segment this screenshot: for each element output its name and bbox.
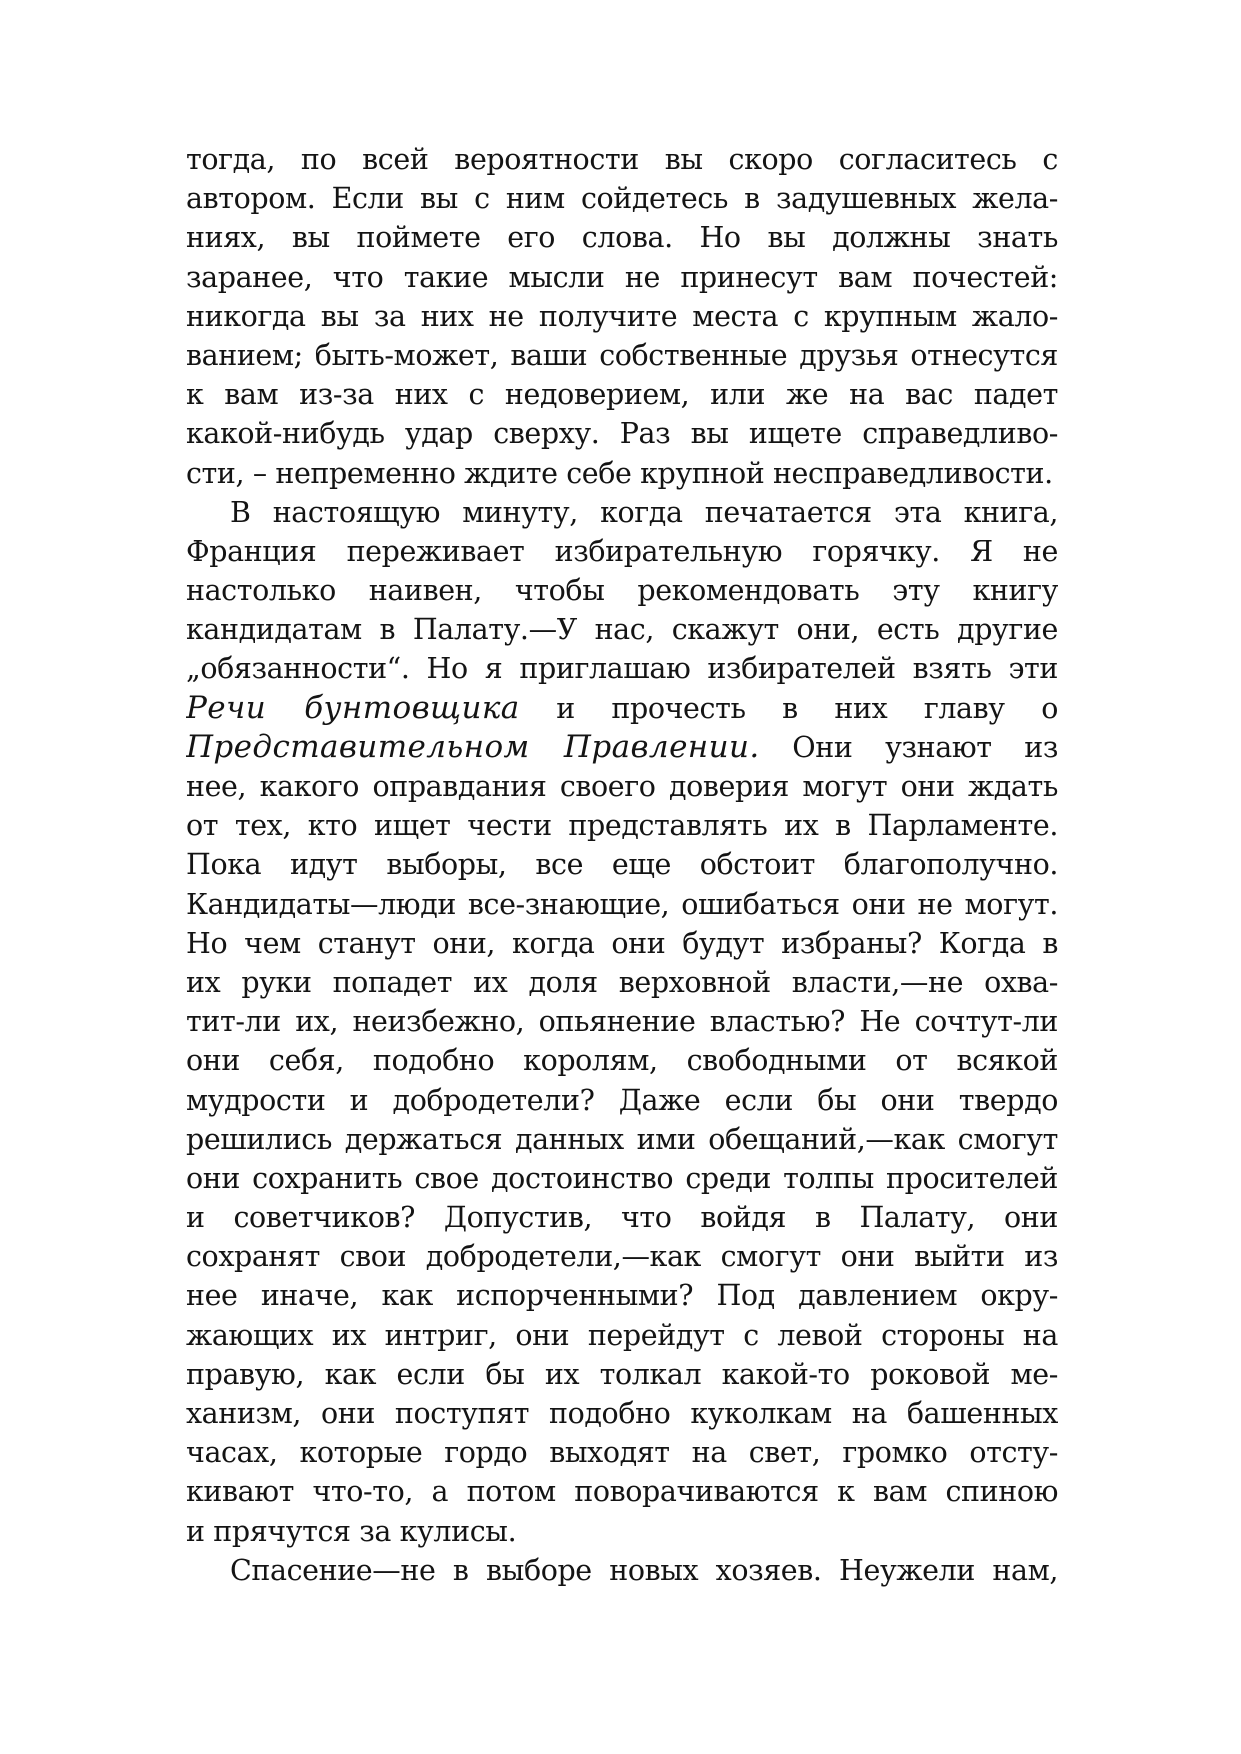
text-line-31: жающих их интриг, они перейдут с левой стороны на [186, 1318, 1058, 1352]
text-line-16-rest: Они узнают из [759, 730, 1058, 764]
text-line-8: какой-нибудь удар сверху. Раз вы ищете справедливо- [186, 417, 1058, 451]
text-line-36: и прячутся за кулисы. [186, 1514, 517, 1548]
text-line-29: сохранят свои добродетели,—как смогут они выйти из [186, 1240, 1058, 1274]
italic-phrase-predstavitelnom-pravlenii: Представительном Правлении. [186, 728, 760, 765]
text-line-23: тит-ли их, неизбежно, опьянение властью? Не сочтут-ли [186, 1005, 1058, 1039]
text-line-27: они сохранить свое достоинство среди толпы просителей [186, 1161, 1058, 1195]
text-line-33: ханизм, они поступят подобно куколкам на башенных [186, 1397, 1058, 1430]
text-line-6: ванием; быть-может, ваши собственные друзья отнесутся [186, 338, 1058, 372]
italic-phrase-rechi-buntovshchika: Речи бунтовщика [186, 689, 520, 726]
text-line-20: Кандидаты—люди все-знающие, ошибаться они не могут. [186, 887, 1058, 921]
text-line-34: часах, которые гордо выходят на свет, громко отсту- [186, 1436, 1058, 1470]
text-line-12: настолько наивен, чтобы рекомендовать эту книгу [186, 574, 1058, 608]
text-line-30: нее иначе, как испорченными? Под давлением окру- [186, 1279, 1058, 1313]
text-line-17: нее, какого оправдания своего доверия могут они ждать [186, 770, 1058, 803]
text-line-19: Пока идут выборы, все еще обстоит благополучно. [186, 848, 1058, 882]
text-line-14: „обязанности“. Но я приглашаю избирателей взять эти [186, 652, 1058, 686]
text-line-10: В настоящую минуту, когда печатается эта книга, [230, 495, 1058, 529]
text-line-4: заранее, что такие мысли не принесут вам почестей: [186, 260, 1058, 294]
text-line-37: Спасение—не в выборе новых хозяев. Неужели нам, [230, 1553, 1058, 1587]
text-line-3: ниях, вы поймете его слова. Но вы должны знать [186, 221, 1058, 255]
text-line-24: они себя, подобно королям, свободными от всякой [186, 1044, 1058, 1078]
text-line-22: их руки попадет их доля верховной власти,—не охва- [186, 965, 1058, 999]
text-line-26: решились держаться данных ими обещаний,—как смогут [186, 1122, 1058, 1156]
text-line-1: тогда, по всей вероятности вы скоро согласитесь с [186, 143, 1058, 176]
text-line-28: и советчиков? Допустив, что войдя в Палату, они [186, 1201, 1058, 1235]
text-line-11: Франция переживает избирательную горячку. Я не [186, 534, 1058, 568]
text-line-32: правую, как если бы их толкал какой-то роковой ме- [186, 1357, 1058, 1391]
text-line-9: сти, – непременно ждите себе крупной несправедливости. [186, 456, 1053, 490]
body-text [186, 140, 1058, 1590]
text-line-5: никогда вы за них не получите места с крупным жало- [186, 299, 1058, 333]
text-line-25: мудрости и добродетели? Даже если бы они твердо [186, 1083, 1058, 1117]
text-line-35: кивают что-то, а потом поворачиваются к вам спиною [186, 1475, 1058, 1509]
text-line-7: к вам из-за них с недоверием, или же на вас падет [186, 378, 1058, 412]
text-line-21: Но чем станут они, когда они будут избраны? Когда в [186, 926, 1058, 960]
text-line-18: от тех, кто ищет чести представлять их в Парламенте. [186, 809, 1058, 843]
text-line-15 [186, 689, 1058, 728]
text-line-13: кандидатам в Палату.—У нас, скажут они, есть другие [186, 613, 1058, 647]
text-line-15-rest: и прочесть в них главу о [519, 691, 1058, 725]
text-line-16 [186, 728, 1058, 767]
text-line-2: автором. Если вы с ним сойдетесь в задушевных жела- [186, 182, 1058, 216]
